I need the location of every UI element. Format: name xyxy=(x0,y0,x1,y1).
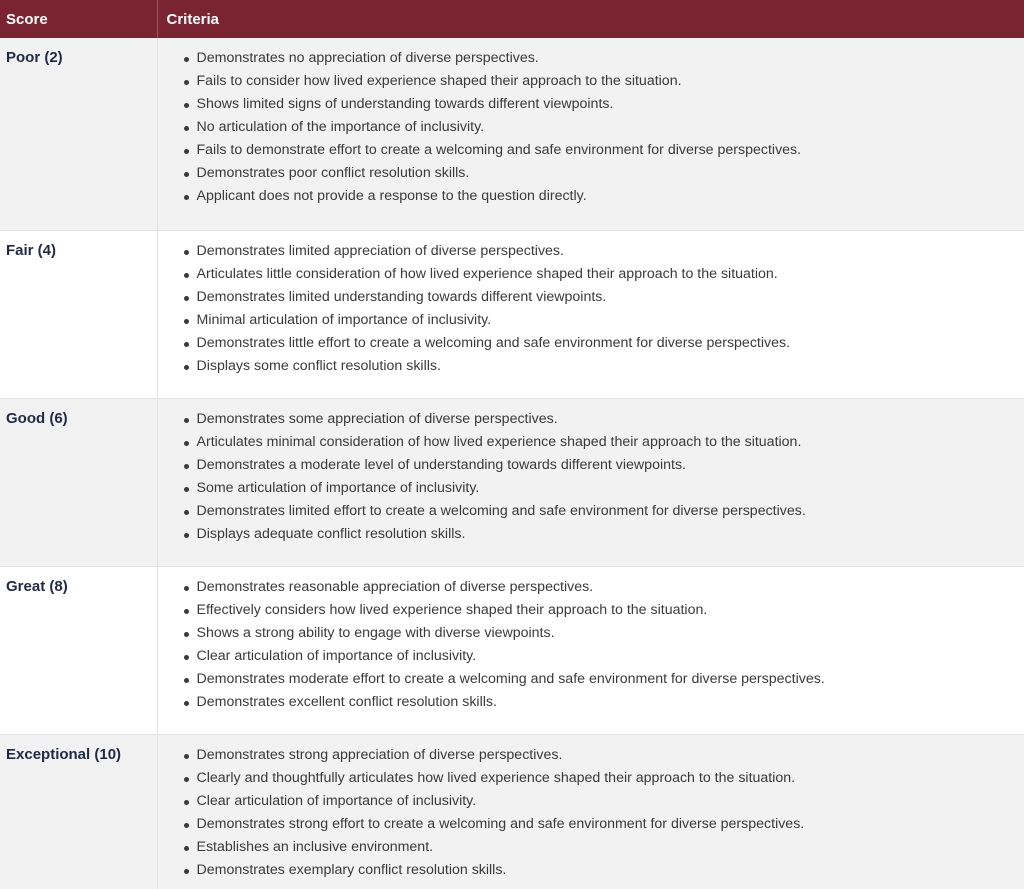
list-item: Articulates minimal consideration of how lived experience shaped their approach to the situation. xyxy=(197,431,1024,454)
criteria-cell xyxy=(157,230,1024,398)
list-item: Some articulation of importance of inclusivity. xyxy=(197,477,1024,500)
list-item: Demonstrates limited effort to create a welcoming and safe environment for diverse perspectives. xyxy=(197,500,1024,523)
criteria-list xyxy=(158,240,1024,378)
score-column-header: Score xyxy=(0,0,157,38)
list-item: Demonstrates reasonable appreciation of diverse perspectives. xyxy=(197,576,1024,599)
list-item: Demonstrates strong effort to create a welcoming and safe environment for diverse perspectives. xyxy=(197,813,1024,836)
criteria-column-header: Criteria xyxy=(157,0,1024,38)
list-item: Effectively considers how lived experience shaped their approach to the situation. xyxy=(197,599,1024,622)
list-item: Demonstrates excellent conflict resolution skills. xyxy=(197,691,1024,714)
table-row xyxy=(0,398,1024,566)
list-item: Shows limited signs of understanding towards different viewpoints. xyxy=(197,93,1024,116)
list-item: Applicant does not provide a response to the question directly. xyxy=(197,185,1024,208)
criteria-list xyxy=(158,408,1024,546)
list-item: Demonstrates a moderate level of understanding towards different viewpoints. xyxy=(197,454,1024,477)
table-row xyxy=(0,566,1024,734)
score-cell: Fair (4) xyxy=(0,230,157,398)
list-item: Minimal articulation of importance of inclusivity. xyxy=(197,309,1024,332)
table-body xyxy=(0,38,1024,889)
list-item: Demonstrates exemplary conflict resolution skills. xyxy=(197,859,1024,882)
score-cell: Great (8) xyxy=(0,566,157,734)
list-item: No articulation of the importance of inclusivity. xyxy=(197,116,1024,139)
score-cell: Good (6) xyxy=(0,398,157,566)
list-item: Clear articulation of importance of inclusivity. xyxy=(197,645,1024,668)
criteria-cell xyxy=(157,38,1024,230)
table-row xyxy=(0,230,1024,398)
list-item: Displays adequate conflict resolution skills. xyxy=(197,523,1024,546)
criteria-list xyxy=(158,47,1024,208)
list-item: Fails to consider how lived experience shaped their approach to the situation. xyxy=(197,70,1024,93)
criteria-cell xyxy=(157,398,1024,566)
table-header xyxy=(0,0,1024,38)
table-row xyxy=(0,38,1024,230)
list-item: Demonstrates moderate effort to create a welcoming and safe environment for diverse perspectives. xyxy=(197,668,1024,691)
list-item: Clearly and thoughtfully articulates how lived experience shaped their approach to the situation. xyxy=(197,767,1024,790)
list-item: Demonstrates some appreciation of diverse perspectives. xyxy=(197,408,1024,431)
list-item: Articulates little consideration of how lived experience shaped their approach to the situation. xyxy=(197,263,1024,286)
criteria-cell xyxy=(157,566,1024,734)
list-item: Shows a strong ability to engage with diverse viewpoints. xyxy=(197,622,1024,645)
list-item: Demonstrates strong appreciation of diverse perspectives. xyxy=(197,744,1024,767)
criteria-list xyxy=(158,744,1024,882)
list-item: Establishes an inclusive environment. xyxy=(197,836,1024,859)
criteria-list xyxy=(158,576,1024,714)
list-item: Fails to demonstrate effort to create a welcoming and safe environment for diverse perspectives. xyxy=(197,139,1024,162)
criteria-cell xyxy=(157,734,1024,889)
list-item: Demonstrates little effort to create a welcoming and safe environment for diverse perspectives. xyxy=(197,332,1024,355)
list-item: Demonstrates poor conflict resolution skills. xyxy=(197,162,1024,185)
list-item: Clear articulation of importance of inclusivity. xyxy=(197,790,1024,813)
table-row xyxy=(0,734,1024,889)
list-item: Demonstrates limited appreciation of diverse perspectives. xyxy=(197,240,1024,263)
list-item: Displays some conflict resolution skills. xyxy=(197,355,1024,378)
list-item: Demonstrates limited understanding towards different viewpoints. xyxy=(197,286,1024,309)
score-cell: Poor (2) xyxy=(0,38,157,230)
list-item: Demonstrates no appreciation of diverse perspectives. xyxy=(197,47,1024,70)
header-row xyxy=(0,0,1024,38)
score-cell: Exceptional (10) xyxy=(0,734,157,889)
